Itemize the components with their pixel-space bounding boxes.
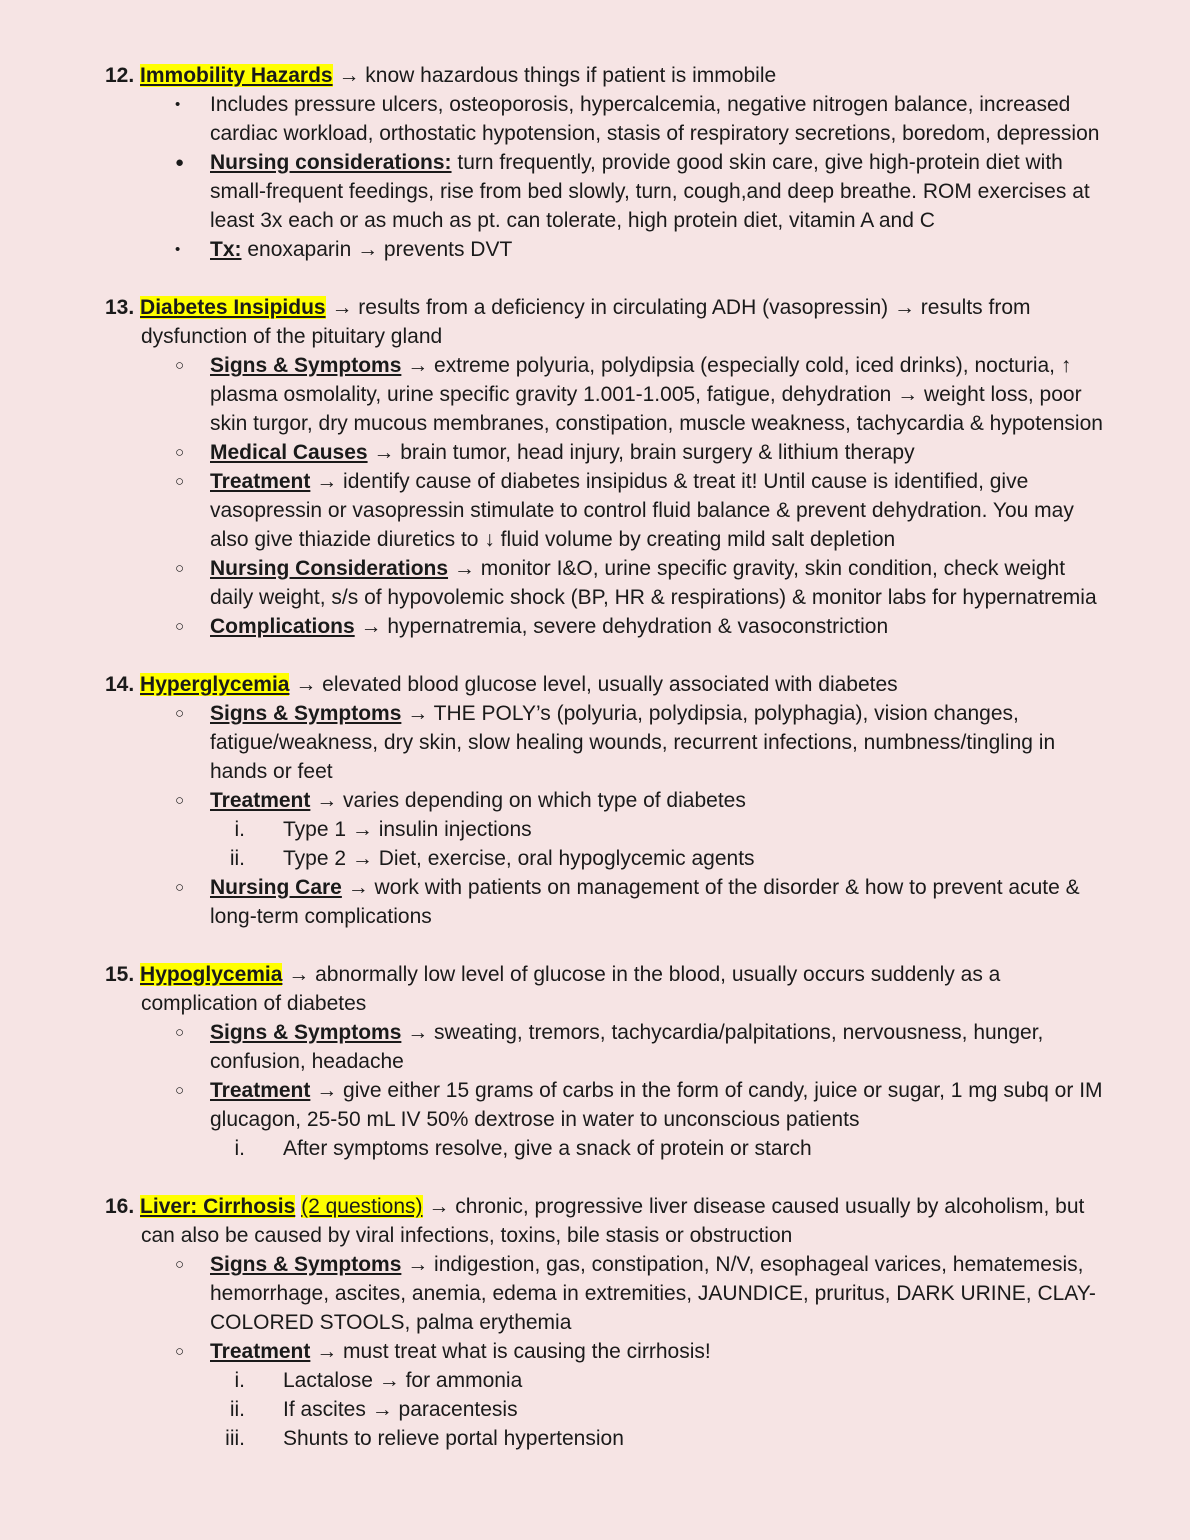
sub-item-text: Shunts to relieve portal hypertension — [283, 1427, 624, 1450]
bullet-content — [210, 554, 1112, 612]
bullet-item — [105, 786, 1112, 873]
sub-item — [210, 815, 1112, 844]
bullet-label: Treatment — [210, 1340, 311, 1363]
sub-item-list — [210, 1134, 1112, 1163]
sub-item — [210, 1134, 1112, 1163]
section-intro: → chronic, progressive liver disease caused usually by alcoholism, but can also be caused by viral infections, toxins, bile stasis or obstruction — [141, 1195, 1085, 1247]
section-heading — [105, 1192, 1112, 1250]
bullet-text: → indigestion, gas, constipation, N/V, esophageal varices, hematemesis, hemorrhage, ascites, anemia, edema in extremities, JAUNDICE, pruritus, DARK URINE, CLAY-COLORED STOOLS, palma erythemia — [210, 1253, 1096, 1334]
sub-item-list — [210, 1366, 1112, 1453]
bullet-marker: ○ — [175, 1256, 185, 1273]
bullet-marker: ○ — [175, 473, 185, 490]
sub-item-text: Type 1 → insulin injections — [283, 818, 532, 841]
bullet-line — [210, 1337, 1112, 1366]
sub-item-text: Lactalose → for ammonia — [283, 1369, 523, 1392]
bullet-line — [210, 1250, 1112, 1337]
bullet-item — [105, 699, 1112, 786]
bullet-line — [210, 467, 1112, 554]
bullet-marker: ○ — [175, 879, 185, 896]
bullet-content — [210, 873, 1112, 931]
sub-item-marker: ii. — [229, 1398, 245, 1421]
sub-item-text: If ascites → paracentesis — [283, 1398, 518, 1421]
sub-item-list — [210, 815, 1112, 873]
bullet-marker: ○ — [175, 1024, 185, 1041]
section-heading — [105, 670, 1112, 699]
bullet-marker: ○ — [175, 792, 185, 809]
bullet-marker: ● — [175, 154, 185, 171]
section-number: 12. — [105, 64, 135, 87]
bullet-item — [105, 1337, 1112, 1453]
sub-item — [210, 1424, 1112, 1453]
section-heading — [105, 293, 1112, 351]
section-number: 14. — [105, 673, 135, 696]
bullet-text: → varies depending on which type of diabetes — [316, 789, 746, 812]
bullet-content — [210, 786, 1112, 873]
sub-item-marker: iii. — [225, 1427, 245, 1450]
bullet-text: → extreme polyuria, polydipsia (especially cold, iced drinks), nocturia, ↑ plasma osmolality, urine specific gravity 1.001-1.005, fatigue, dehydration → weight loss, poor skin turgor, dry mucous membranes, constipation, muscle weakness, tachycardia & hypotension — [210, 354, 1103, 435]
sub-item-marker: i. — [234, 1369, 245, 1392]
bullet-content — [210, 351, 1112, 438]
bullet-list — [105, 1250, 1112, 1453]
sub-item — [210, 844, 1112, 873]
bullet-list — [105, 699, 1112, 931]
bullet-line — [210, 1018, 1112, 1076]
bullet-text: → sweating, tremors, tachycardia/palpitations, nervousness, hunger, confusion, headache — [210, 1021, 1044, 1073]
bullet-marker: ○ — [175, 1343, 185, 1360]
bullet-content — [210, 1076, 1112, 1163]
bullet-label: Tx: — [210, 238, 242, 261]
section-intro: → abnormally low level of glucose in the blood, usually occurs suddenly as a complication of diabetes — [141, 963, 1001, 1015]
bullet-content — [210, 1337, 1112, 1453]
bullet-text: turn frequently, provide good skin care, give high-protein diet with small-frequent feedings, rise from bed slowly, turn, cough,and deep breathe. ROM exercises at least 3x each or as much as pt. can tolerate, high protein diet, vitamin A and C — [210, 151, 1090, 232]
bullet-label: Signs & Symptoms — [210, 1253, 402, 1276]
note-section — [105, 1192, 1112, 1453]
bullet-label: Treatment — [210, 789, 311, 812]
bullet-label: Nursing Considerations — [210, 557, 449, 580]
bullet-item — [105, 873, 1112, 931]
section-intro: → results from a deficiency in circulating ADH (vasopressin) → results from dysfunction of the pituitary gland — [141, 296, 1031, 348]
bullet-list — [105, 90, 1112, 264]
bullet-item — [105, 148, 1112, 235]
bullet-line — [210, 699, 1112, 786]
bullet-item — [105, 1076, 1112, 1163]
bullet-marker: ○ — [175, 705, 185, 722]
note-section — [105, 61, 1112, 264]
bullet-line — [210, 554, 1112, 612]
bullet-content — [210, 438, 1112, 467]
bullet-content — [210, 467, 1112, 554]
bullet-item — [105, 351, 1112, 438]
bullet-text: → monitor I&O, urine specific gravity, skin condition, check weight daily weight, s/s of hypovolemic shock (BP, HR & respirations) & monitor labs for hypernatremia — [210, 557, 1097, 609]
sub-item — [210, 1366, 1112, 1395]
sub-item-text: Type 2 → Diet, exercise, oral hypoglycemic agents — [283, 847, 755, 870]
bullet-line — [210, 351, 1112, 438]
bullet-text: Includes pressure ulcers, osteoporosis, hypercalcemia, negative nitrogen balance, increased cardiac workload, orthostatic hypotension, stasis of respiratory secretions, boredom, depression — [210, 93, 1100, 145]
bullet-text: → hypernatremia, severe dehydration & vasoconstriction — [360, 615, 889, 638]
bullet-marker: • — [175, 241, 181, 258]
bullet-line — [210, 90, 1112, 148]
sub-item — [210, 1395, 1112, 1424]
bullet-item — [105, 235, 1112, 264]
section-title: Hypoglycemia — [140, 963, 283, 986]
bullet-label: Nursing considerations: — [210, 151, 452, 174]
bullet-list — [105, 1018, 1112, 1163]
bullet-content — [210, 148, 1112, 235]
bullet-text: → brain tumor, head injury, brain surgery & lithium therapy — [373, 441, 915, 464]
bullet-line — [210, 612, 1112, 641]
bullet-line — [210, 235, 1112, 264]
bullet-item — [105, 612, 1112, 641]
section-intro: → elevated blood glucose level, usually associated with diabetes — [295, 673, 898, 696]
bullet-label: Signs & Symptoms — [210, 354, 402, 377]
bullet-content — [210, 612, 1112, 641]
bullet-item — [105, 1250, 1112, 1337]
section-heading — [105, 960, 1112, 1018]
bullet-marker: • — [175, 96, 181, 113]
bullet-label: Treatment — [210, 470, 311, 493]
sub-item-marker: i. — [234, 818, 245, 841]
note-section — [105, 293, 1112, 641]
bullet-line — [210, 873, 1112, 931]
bullet-line — [210, 1076, 1112, 1134]
bullet-label: Complications — [210, 615, 355, 638]
section-number: 13. — [105, 296, 135, 319]
bullet-label: Nursing Care — [210, 876, 342, 899]
bullet-label: Signs & Symptoms — [210, 1021, 402, 1044]
bullet-marker: ○ — [175, 357, 185, 374]
bullet-marker: ○ — [175, 1082, 185, 1099]
bullet-item — [105, 1018, 1112, 1076]
bullet-text: → THE POLY’s (polyuria, polydipsia, polyphagia), vision changes, fatigue/weakness, dry skin, slow healing wounds, recurrent infections, numbness/tingling in hands or feet — [210, 702, 1056, 783]
bullet-list — [105, 351, 1112, 641]
bullet-marker: ○ — [175, 618, 185, 635]
bullet-marker: ○ — [175, 560, 185, 577]
bullet-content — [210, 90, 1112, 148]
bullet-line — [210, 438, 1112, 467]
bullet-marker: ○ — [175, 444, 185, 461]
section-intro: → know hazardous things if patient is immobile — [338, 64, 777, 87]
section-title: Hyperglycemia — [140, 673, 290, 696]
bullet-line — [210, 786, 1112, 815]
section-number: 15. — [105, 963, 135, 986]
bullet-label: Treatment — [210, 1079, 311, 1102]
bullet-item — [105, 90, 1112, 148]
section-title-suffix: (2 questions) — [301, 1195, 423, 1218]
bullet-line — [210, 148, 1112, 235]
bullet-text: → must treat what is causing the cirrhosis! — [316, 1340, 711, 1363]
section-number: 16. — [105, 1195, 135, 1218]
bullet-item — [105, 438, 1112, 467]
note-section — [105, 670, 1112, 931]
bullet-content — [210, 699, 1112, 786]
bullet-text: enoxaparin → prevents DVT — [247, 238, 513, 261]
note-section — [105, 960, 1112, 1163]
bullet-item — [105, 467, 1112, 554]
bullet-text: → give either 15 grams of carbs in the form of candy, juice or sugar, 1 mg subq or IM glucagon, 25-50 mL IV 50% dextrose in water to unconscious patients — [210, 1079, 1103, 1131]
bullet-text: → work with patients on management of the disorder & how to prevent acute & long-term complications — [210, 876, 1080, 928]
sub-item-marker: i. — [234, 1137, 245, 1160]
sections-container — [105, 61, 1112, 1453]
sub-item-text: After symptoms resolve, give a snack of protein or starch — [283, 1137, 812, 1160]
bullet-label: Signs & Symptoms — [210, 702, 402, 725]
section-title: Diabetes Insipidus — [140, 296, 326, 319]
bullet-text: → identify cause of diabetes insipidus & treat it! Until cause is identified, give vasopressin or vasopressin stimulate to control fluid balance & prevent dehydration. You may also give thiazide diuretics to ↓ fluid volume by creating mild salt depletion — [210, 470, 1074, 551]
bullet-content — [210, 235, 1112, 264]
sub-item-marker: ii. — [229, 847, 245, 870]
bullet-item — [105, 554, 1112, 612]
bullet-label: Medical Causes — [210, 441, 368, 464]
section-title: Immobility Hazards — [140, 64, 333, 87]
section-heading — [105, 61, 1112, 90]
bullet-content — [210, 1018, 1112, 1076]
bullet-content — [210, 1250, 1112, 1337]
section-title: Liver: Cirrhosis — [140, 1195, 296, 1218]
